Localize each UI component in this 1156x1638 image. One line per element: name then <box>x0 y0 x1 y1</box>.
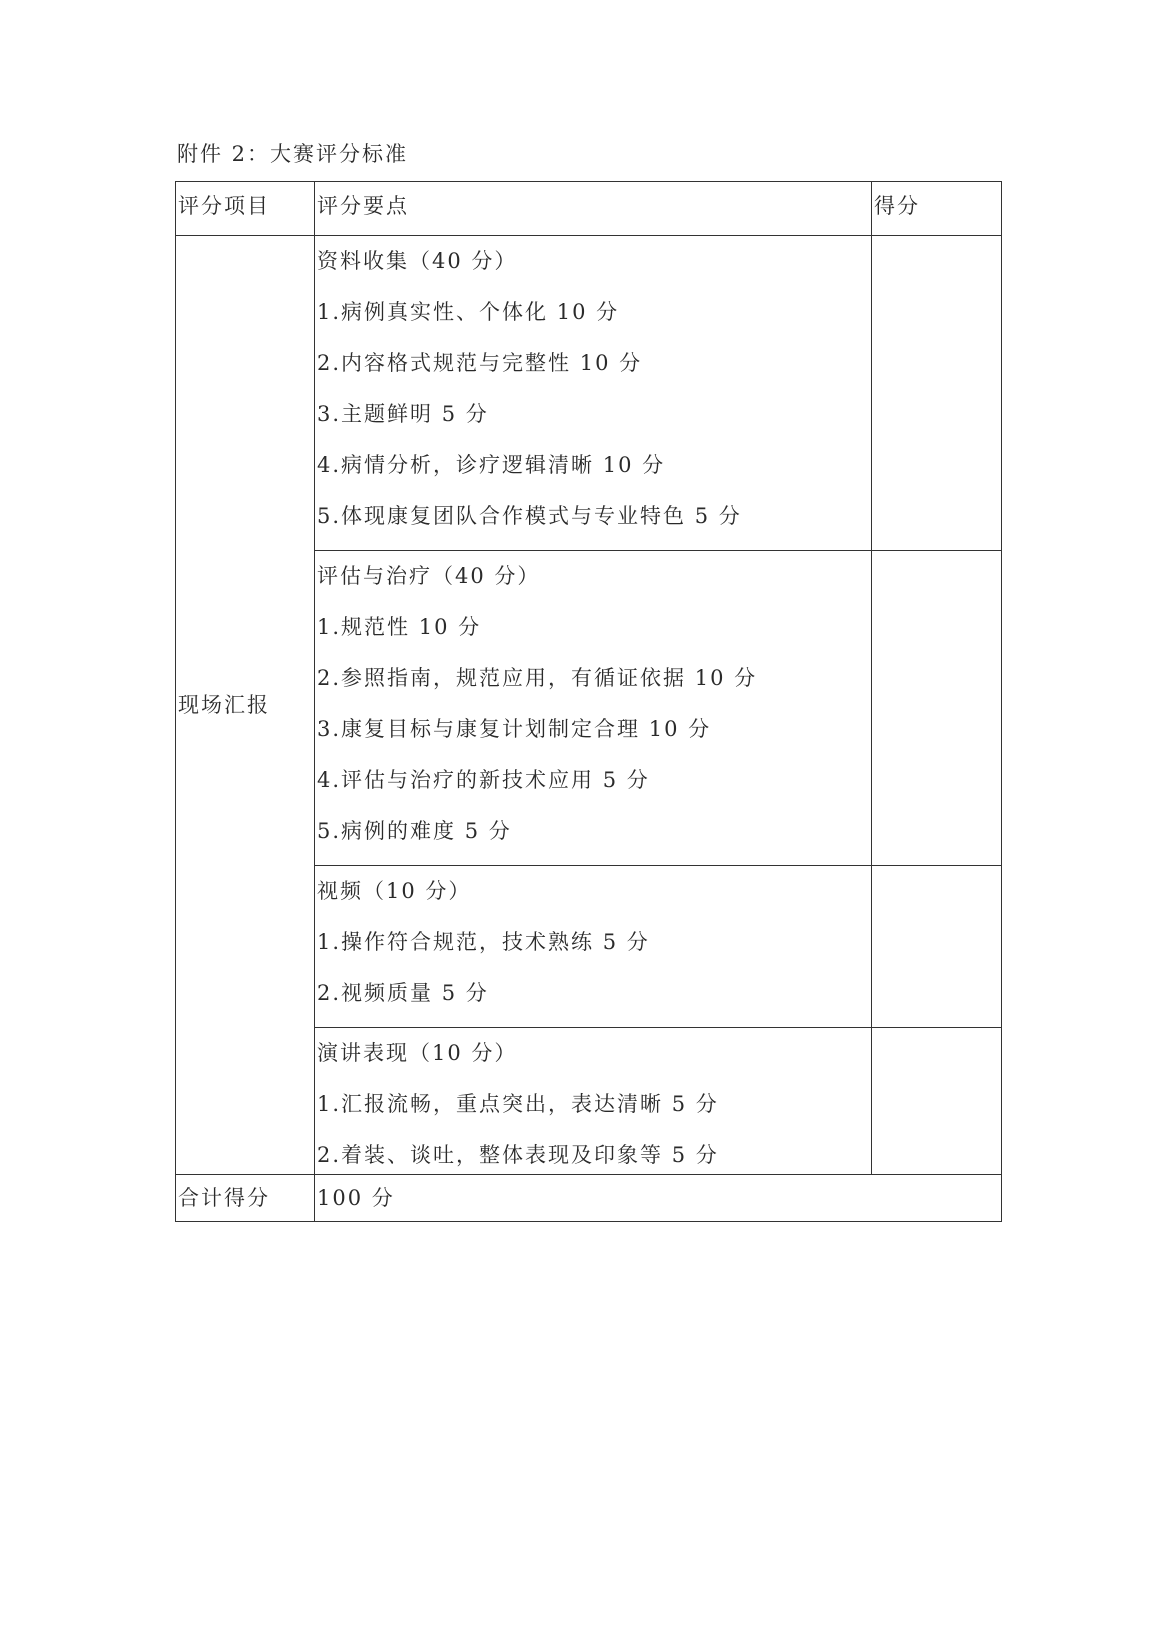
criterion: 2.内容格式规范与完整性 10 分 <box>317 351 643 375</box>
criterion: 2.视频质量 5 分 <box>317 981 489 1005</box>
header-score: 得分 <box>874 194 920 218</box>
criterion: 3.主题鲜明 5 分 <box>317 402 489 426</box>
section-cell <box>315 1028 872 1175</box>
section-title: 资料收集（40 分） <box>317 249 518 273</box>
criterion: 1.规范性 10 分 <box>317 615 482 639</box>
total-row <box>176 1175 1002 1222</box>
section-title: 视频（10 分） <box>317 879 472 903</box>
section-title: 演讲表现（10 分） <box>317 1041 518 1065</box>
total-label-cell <box>176 1175 315 1222</box>
section-title: 评估与治疗（40 分） <box>317 564 541 588</box>
header-score-cell <box>872 182 1002 236</box>
criterion: 2.着装、谈吐，整体表现及印象等 5 分 <box>317 1143 719 1167</box>
section-cell <box>315 236 872 551</box>
header-item-cell <box>176 182 315 236</box>
item-name-cell <box>176 236 315 1175</box>
table-header-row <box>176 182 1002 236</box>
item-name: 现场汇报 <box>178 693 270 717</box>
section-cell <box>315 551 872 866</box>
criterion: 1.汇报流畅，重点突出，表达清晰 5 分 <box>317 1092 719 1116</box>
score-cell[interactable] <box>872 1028 1002 1175</box>
document-title: 附件 2：大赛评分标准 <box>177 142 409 166</box>
criterion: 2.参照指南，规范应用，有循证依据 10 分 <box>317 666 758 690</box>
score-cell[interactable] <box>872 236 1002 551</box>
criterion: 3.康复目标与康复计划制定合理 10 分 <box>317 717 712 741</box>
section-cell <box>315 866 872 1028</box>
criterion: 4.评估与治疗的新技术应用 5 分 <box>317 768 650 792</box>
header-points: 评分要点 <box>317 194 409 218</box>
criterion: 5.体现康复团队合作模式与专业特色 5 分 <box>317 504 742 528</box>
criterion: 1.操作符合规范，技术熟练 5 分 <box>317 930 650 954</box>
total-value-cell <box>315 1175 1002 1222</box>
header-points-cell <box>315 182 872 236</box>
scoring-table <box>175 181 1002 1222</box>
score-cell[interactable] <box>872 551 1002 866</box>
score-cell[interactable] <box>872 866 1002 1028</box>
criterion: 4.病情分析，诊疗逻辑清晰 10 分 <box>317 453 666 477</box>
criterion: 1.病例真实性、个体化 10 分 <box>317 300 620 324</box>
header-item: 评分项目 <box>178 194 270 218</box>
total-label: 合计得分 <box>178 1186 270 1210</box>
table-row <box>176 236 1002 551</box>
criterion: 5.病例的难度 5 分 <box>317 819 512 843</box>
total-value: 100 分 <box>317 1186 395 1210</box>
